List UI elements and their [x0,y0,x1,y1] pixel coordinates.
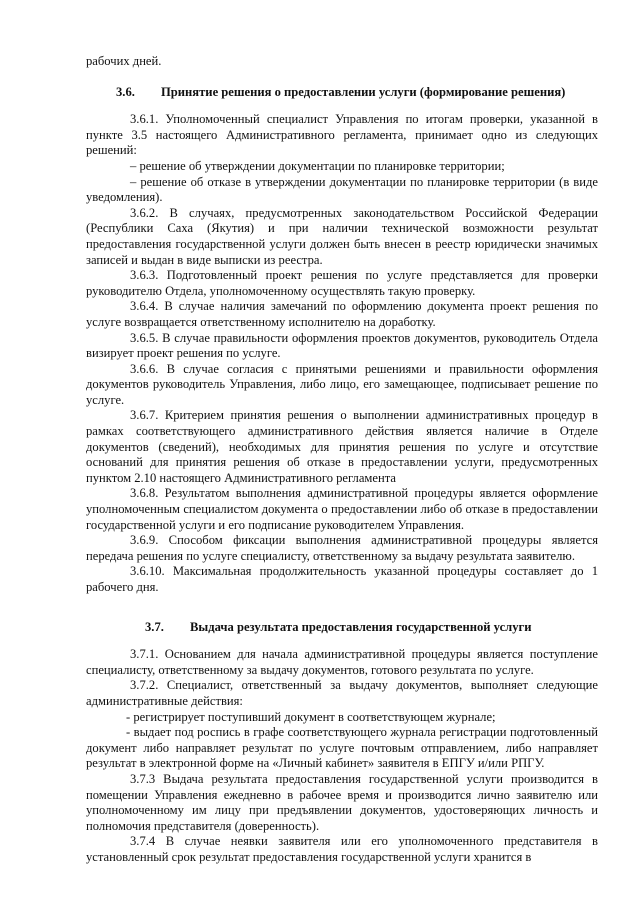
paragraph-3-6-9: 3.6.9. Способом фиксации выполнения административной процедуры является передача решения по услуге специалисту, ответственному за выдачу результата заявителю. [86,533,598,563]
paragraph-3-6-7: 3.6.7. Критерием принятия решения о выполнении административных процедур в рамках соответствующего административного действия является наличие в Отделе документов (сведений), необходимых для принятия решения по услуге и отсутствие оснований для принятия решения об отказе в предоставлении услуги, предусмотренных пунктом 2.10 настоящего Административного регламента [86,408,598,485]
paragraph-3-6-4: 3.6.4. В случае наличия замечаний по оформлению документа проект решения по услуге возвращается ответственному исполнителю на доработку. [86,299,598,329]
continuation-line: рабочих дней. [86,54,162,68]
paragraph-3-6-5: 3.6.5. В случае правильности оформления проектов документов, руководитель Отдела визирует проект решения по услуге. [86,330,598,361]
section-heading-3-6 [86,85,598,101]
paragraph-3-6-2: 3.6.2. В случаях, предусмотренных законодательством Российской Федерации (Республики Саха (Якутия) и при наличии технической возможности результат предоставления государственной услуги должен быть внесен в реестр юридически значимых записей и выдан в виде выписки из реестра. [86,205,598,267]
paragraph-3-6-1: 3.6.1. Уполномоченный специалист Управления по итогам проверки, указанной в пункте 3.5 настоящего Административного регламента, принимает одно из следующих решений: [86,112,598,158]
document-page [86,54,598,866]
paragraph-3-6-6: 3.6.6. В случае согласия с принятыми решениями и правильности оформления документов руководитель Управления, либо лицо, его замещающее, подписывает решение по услуге. [86,361,598,407]
paragraph-3-7-4: 3.7.4 В случае неявки заявителя или его уполномоченного представителя в установленный срок результат предоставления государственной услуги хранится в [86,834,598,864]
list-item: – решение об отказе в утверждении документации по планировке территории (в виде уведомления). [86,174,598,205]
section-title: Выдача результата предоставления государственной услуги [190,619,532,634]
paragraph-3-6-8: 3.6.8. Результатом выполнения административной процедуры является оформление уполномоченным специалистом документа о предоставлении либо об отказе в предоставлении государственной услуги и его подписание руководителем Управления. [86,486,598,532]
paragraph-3-7-3: 3.7.3 Выдача результата предоставления государственной услуги производится в помещении Управления ежедневно в рабочее время и производится лично заявителю или уполномоченному им лицу при предъявлении документов, удостоверяющих личность и полномочия представителя (доверенность). [86,771,598,833]
paragraph-3-6-3: 3.6.3. Подготовленный проект решения по услуге представляется для проверки руководителю Отдела, уполномоченному осуществлять такую проверку. [86,268,598,298]
paragraph-3-7-1: 3.7.1. Основанием для начала административной процедуры является поступление специалисту, ответственному за выдачу документов, готового результата по услуге. [86,647,598,677]
list-item: – решение об утверждении документации по планировке территории; [130,158,505,173]
list-item: - выдает под роспись в графе соответствующего журнала регистрации подготовленный документ либо направляет результат по услуге почтовым отправлением, либо направляет результат в электронной форме на «Личный кабинет» заявителя в ЕПГУ и/или РПГУ. [86,725,598,771]
section-heading-3-7 [86,620,598,636]
list-item: - регистрирует поступивший документ в соответствующем журнале; [126,709,496,724]
paragraph-3-7-2: 3.7.2. Специалист, ответственный за выдачу документов, выполняет следующие административные действия: [86,678,598,708]
paragraph-3-6-10: 3.6.10. Максимальная продолжительность указанной процедуры составляет до 1 рабочего дня. [86,564,598,594]
section-number: 3.7. [145,619,164,634]
section-number: 3.6. [116,84,135,99]
section-title: Принятие решения о предоставлении услуги (формирование решения) [161,84,566,99]
